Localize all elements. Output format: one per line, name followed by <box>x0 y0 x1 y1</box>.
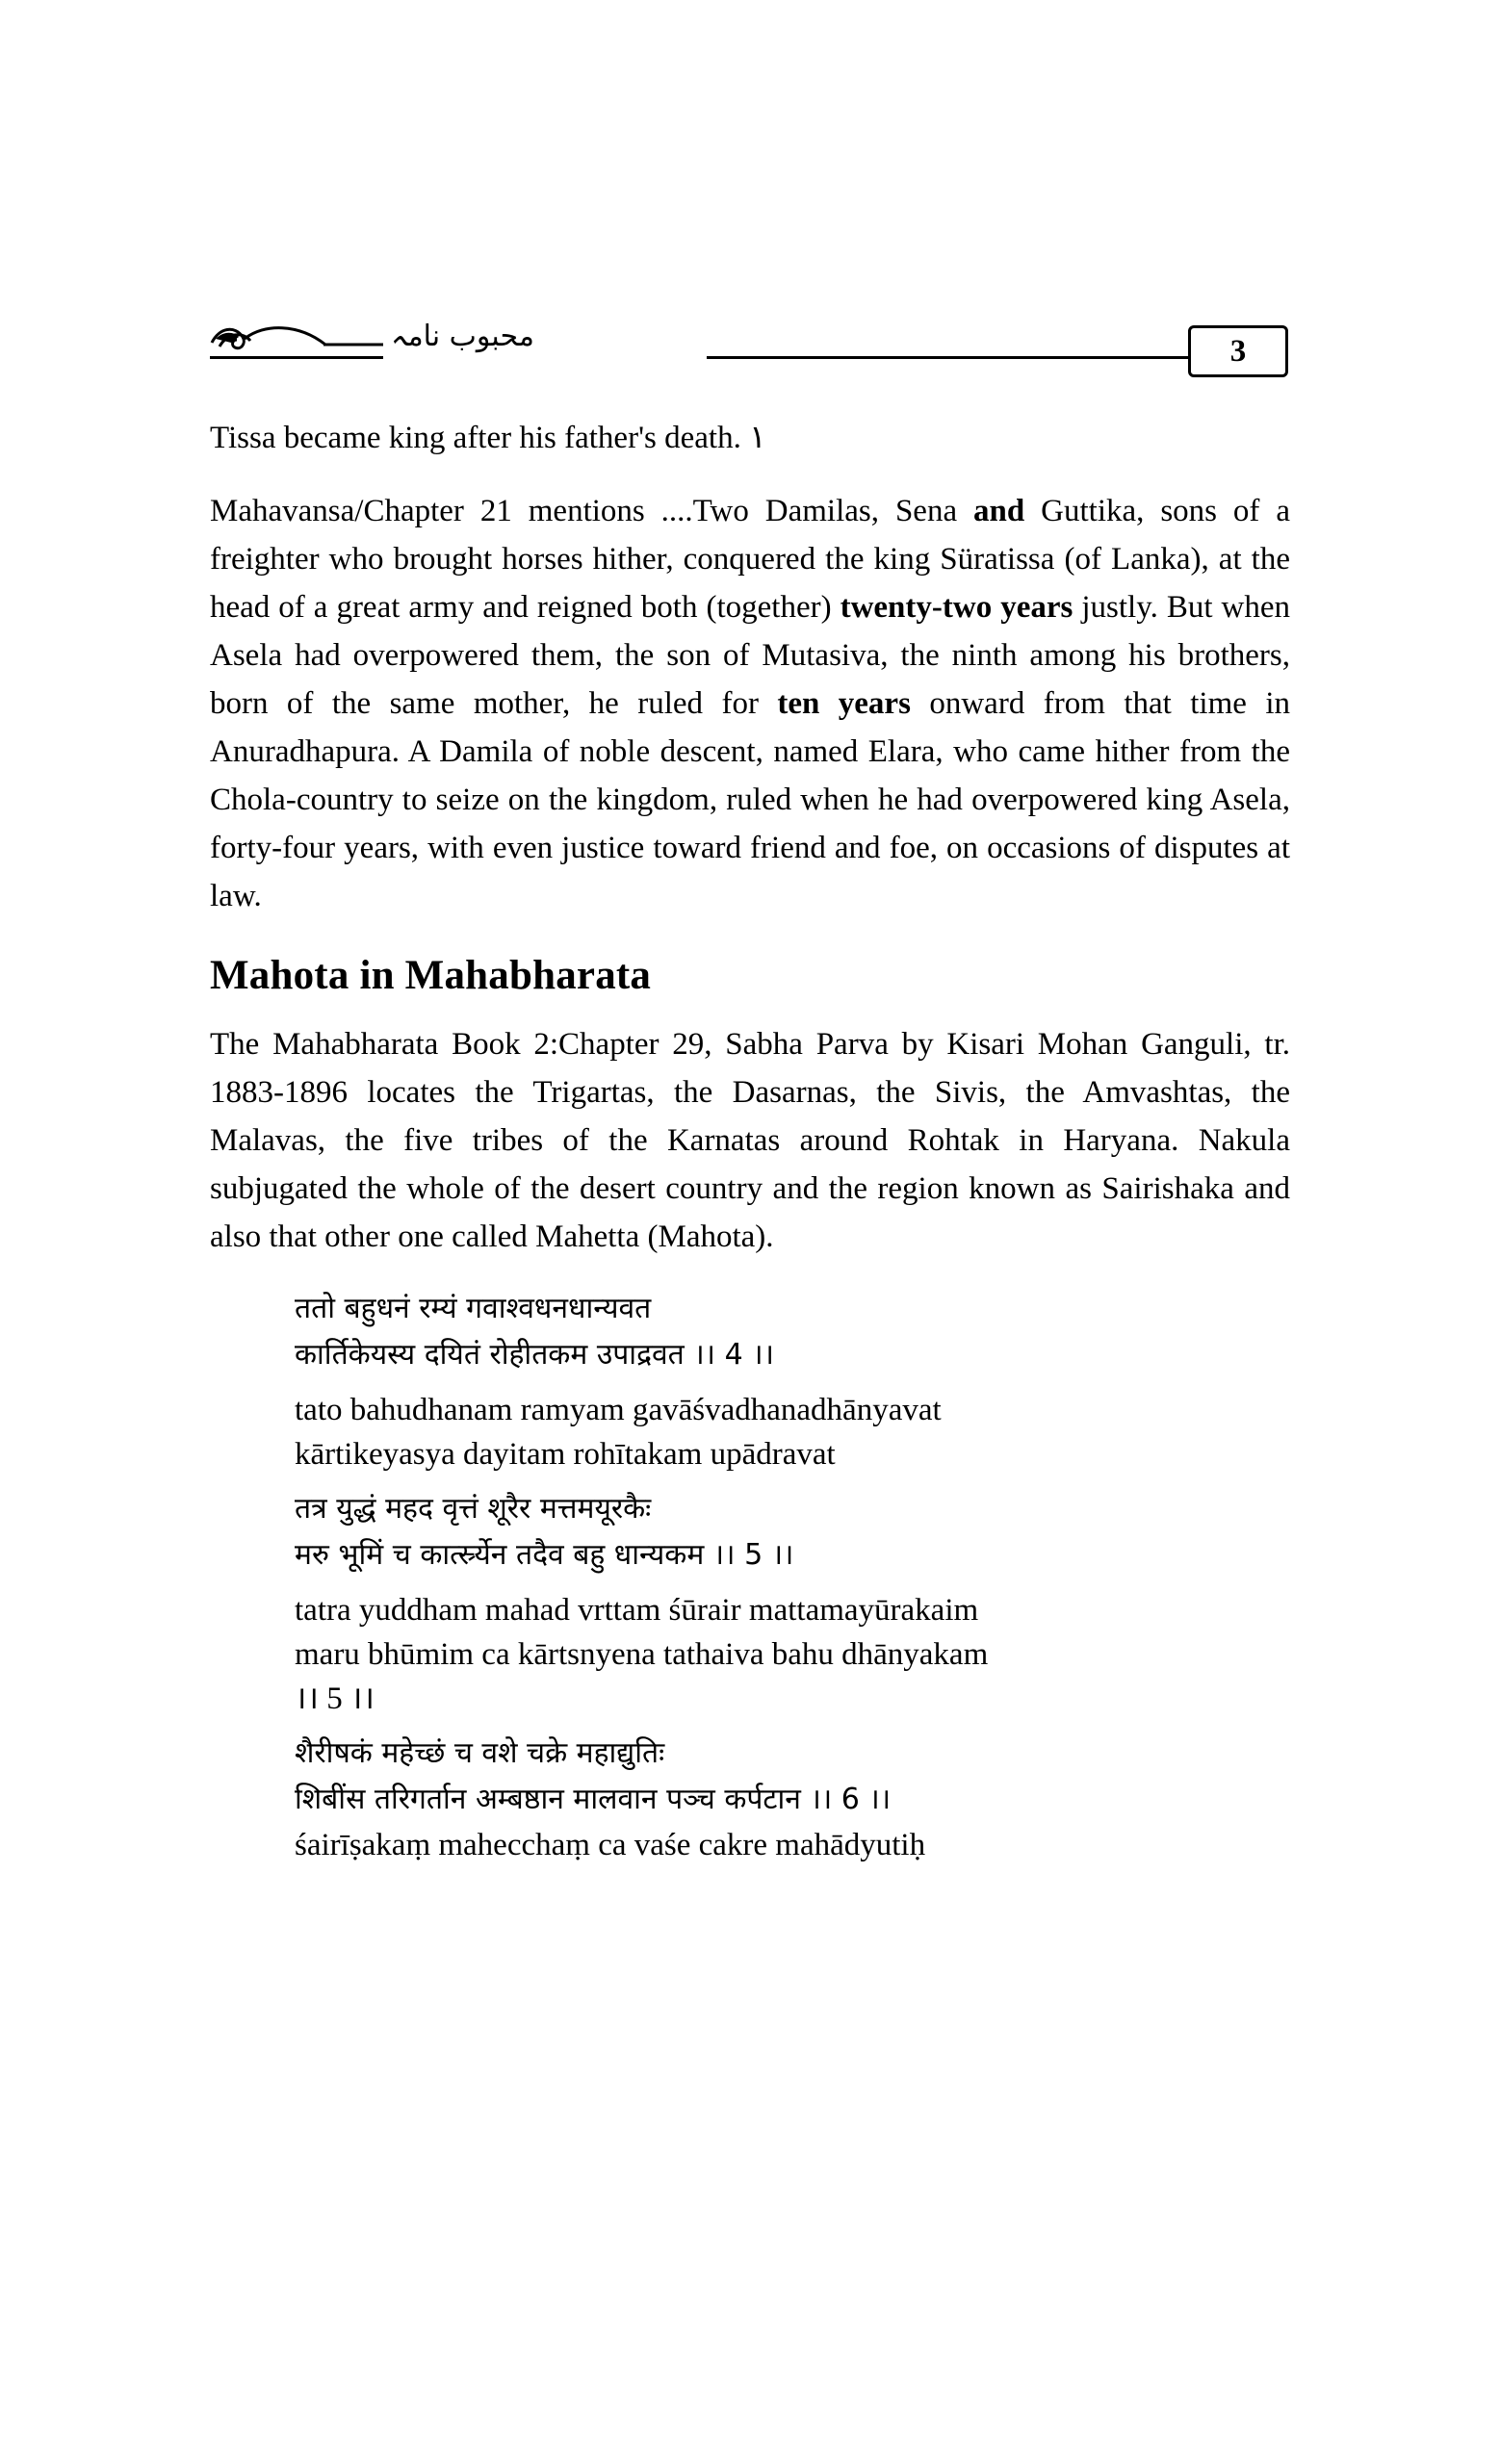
paragraph-intro: Tissa became king after his father's death. ١ <box>210 421 766 455</box>
page-number: 3 <box>1229 334 1247 369</box>
body-text: onward from that time in Anuradhapura. A Damila of noble descent, named Elara, who came hither from the Chola-country to seize on the kingdom, ruled when he had overpowered king Asela, forty-four years, with even justice toward friend and foe, on occasions of disputes at law. <box>210 686 1290 913</box>
emphasis-text: and <box>973 494 1025 528</box>
body-text: justly. But when Asela had overpowered them, the son of Mutasiva, the ninth among his brothers, born of the same mother, he ruled for <box>210 590 1290 721</box>
verse-line-transliteration: śairīṣakaṃ mahecchaṃ ca vaśe cakre mahādyutiḥ <box>295 1828 926 1862</box>
body-text: Guttika, sons of a freighter who brought horses hither, conquered the king Süratissa (of Lanka), at the head of a great army and reigned both (together) <box>210 494 1290 625</box>
body-text: , Sena <box>870 494 974 528</box>
verse-line-devanagari: ततो बहुधनं रम्यं गवाश्वधनधान्यवत <box>295 1292 652 1325</box>
emphasis-text: twenty-two years <box>840 590 1073 625</box>
floral-flourish-icon <box>210 318 402 366</box>
verse-line-devanagari: मरु भूमिं च कार्त्स्र्येन तदैव बहु धान्यकम ।। 5 ।। <box>295 1538 794 1572</box>
paragraph-mahabharata: The Mahabharata Book 2:Chapter 29, Sabha Parva by Kisari Mohan Ganguli, tr. 1883-1896 locates the Trigartas, the Dasarnas, the Sivis, the Amvashtas, the Malavas, the five tribes of the Karnatas around Rohtak in Haryana. Nakula subjugated the whole of the desert country and the region known as Sairishaka and also that other one called Mahetta (Mahota). <box>210 1027 1290 1254</box>
body-text: Mahavansa/Chapter 21 mentions ....Two Damilas <box>210 494 871 528</box>
page-header <box>210 318 1288 377</box>
verse-line-devanagari: शिबींस तरिगर्तान अम्बष्ठान मालवान पञ्च कर्पटान ।। 6 ।। <box>295 1783 892 1816</box>
verse-line-transliteration: tato bahudhanam ramyam gavāśvadhanadhānyavat <box>295 1393 942 1427</box>
emphasis-text: ten years <box>777 686 911 721</box>
page-title: Mahota in Mahabharata <box>210 953 652 998</box>
verse-line-devanagari: तत्र युद्धं महद वृत्तं शूरैर मत्तमयूरकैः <box>295 1492 652 1526</box>
verse-spacer <box>295 1721 1290 1731</box>
page-content <box>210 414 1290 1867</box>
verse-line-devanagari: शैरीषकं महेच्छं च वशे चक्रे महाद्युतिः <box>295 1736 665 1770</box>
verse-line-transliteration: ।। 5 ।। <box>295 1681 375 1716</box>
page-number-box <box>1188 325 1288 377</box>
verse-spacer <box>295 1476 1290 1486</box>
verse-line-transliteration: kārtikeyasya dayitam rohītakam upādravat <box>295 1437 836 1472</box>
verse-line-devanagari: कार्तिकेयस्य दयितं रोहीतकम उपाद्रवत ।। 4 ।। <box>295 1338 774 1372</box>
verse-spacer <box>295 1378 1290 1388</box>
verse-spacer <box>295 1578 1290 1588</box>
verse-block <box>295 1286 1290 1867</box>
paragraph-mahavansa <box>210 487 1290 920</box>
header-urdu-title: محبوب نامہ <box>383 316 707 362</box>
verse-line-transliteration: maru bhūmim ca kārtsnyena tathaiva bahu dhānyakam <box>295 1637 989 1672</box>
verse-line-transliteration: tatra yuddham mahad vrttam śūrair mattamayūrakaim <box>295 1593 979 1628</box>
